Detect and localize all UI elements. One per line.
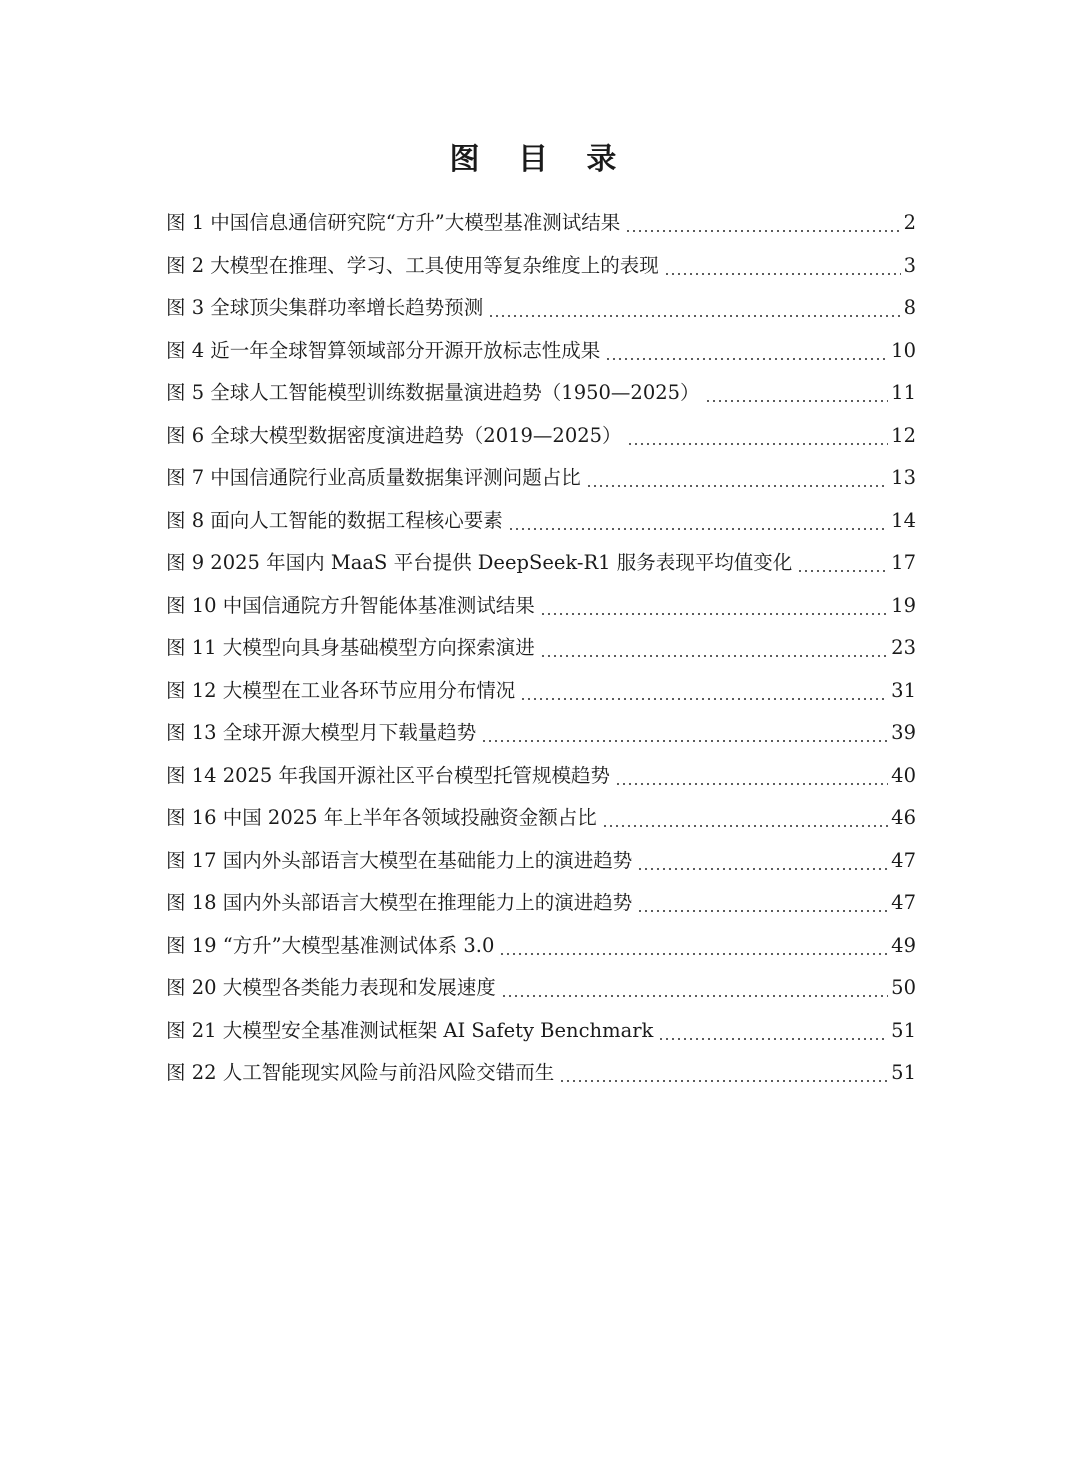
toc-entry-label: 图 22 人工智能现实风险与前沿风险交错而生 [166, 1061, 555, 1085]
toc-entry[interactable] [166, 457, 916, 500]
toc-entry[interactable] [166, 415, 916, 458]
toc-entry-label: 图 16 中国 2025 年上半年各领域投融资金额占比 [166, 806, 597, 830]
toc-entry[interactable] [166, 585, 916, 628]
toc-entry-page-number: 51 [891, 1061, 916, 1085]
toc-entry[interactable] [166, 670, 916, 713]
toc-entry-label: 图 17 国内外头部语言大模型在基础能力上的演进趋势 [166, 848, 633, 872]
toc-entry-label: 图 13 全球开源大模型月下载量趋势 [166, 721, 477, 745]
page-title: 图 目 录 [449, 142, 631, 177]
toc-entry-label: 图 5 全球人工智能模型训练数据量演进趋势（1950—2025） [166, 381, 700, 405]
toc-entry-page-number: 19 [891, 593, 916, 617]
dot-leader [540, 636, 888, 660]
toc-entry[interactable] [166, 287, 916, 330]
dot-leader [559, 1061, 888, 1085]
toc-entry[interactable] [166, 627, 916, 670]
dot-leader [627, 424, 889, 448]
toc-entry-page-number: 23 [891, 636, 916, 660]
dot-leader [499, 934, 888, 958]
toc-entry-label: 图 3 全球顶尖集群功率增长趋势预测 [166, 296, 484, 320]
toc-entry-page-number: 39 [891, 721, 916, 745]
dot-leader [586, 466, 888, 490]
toc-entry[interactable] [166, 202, 916, 245]
dot-leader [501, 976, 888, 1000]
toc-entry-page-number: 2 [903, 211, 916, 235]
toc-entry-label: 图 10 中国信通院方升智能体基准测试结果 [166, 593, 535, 617]
toc-entry-label: 图 11 大模型向具身基础模型方向探索演进 [166, 636, 535, 660]
dot-leader [637, 849, 888, 873]
toc-entry[interactable] [166, 925, 916, 968]
toc-entry-page-number: 46 [891, 806, 916, 830]
toc-entry-label: 图 12 大模型在工业各环节应用分布情况 [166, 678, 516, 702]
dot-leader [705, 381, 889, 405]
toc-entry-label: 图 7 中国信通院行业高质量数据集评测问题占比 [166, 466, 581, 490]
dot-leader [481, 721, 888, 745]
toc-entry-page-number: 51 [891, 1018, 916, 1042]
toc-entry-page-number: 47 [891, 848, 916, 872]
toc-entry[interactable] [166, 797, 916, 840]
dot-leader [625, 211, 900, 235]
toc-entry-label: 图 19 “方升”大模型基准测试体系 3.0 [166, 933, 495, 957]
toc-entry[interactable] [166, 1052, 916, 1095]
toc-entry-label: 图 18 国内外头部语言大模型在推理能力上的演进趋势 [166, 891, 633, 915]
dot-leader [664, 254, 901, 278]
toc-entry-page-number: 10 [891, 338, 916, 362]
toc-entry[interactable] [166, 500, 916, 543]
toc-list [166, 202, 916, 1095]
toc-entry-label: 图 21 大模型安全基准测试框架 AI Safety Benchmark [166, 1018, 654, 1042]
toc-entry[interactable] [166, 882, 916, 925]
toc-entry-page-number: 47 [891, 891, 916, 915]
dot-leader [602, 806, 888, 830]
dot-leader [488, 296, 900, 320]
toc-entry-page-number: 40 [891, 763, 916, 787]
dot-leader [540, 594, 888, 618]
toc-entry-page-number: 13 [891, 466, 916, 490]
toc-entry-page-number: 17 [891, 551, 916, 575]
toc-entry-label: 图 8 面向人工智能的数据工程核心要素 [166, 508, 503, 532]
toc-entry-label: 图 1 中国信息通信研究院“方升”大模型基准测试结果 [166, 211, 621, 235]
toc-entry-page-number: 12 [891, 423, 916, 447]
toc-entry-label: 图 2 大模型在推理、学习、工具使用等复杂维度上的表现 [166, 253, 659, 277]
toc-entry-page-number: 14 [891, 508, 916, 532]
toc-entry-label: 图 20 大模型各类能力表现和发展速度 [166, 976, 496, 1000]
dot-leader [797, 551, 888, 575]
toc-entry[interactable] [166, 712, 916, 755]
toc-entry[interactable] [166, 840, 916, 883]
dot-leader [508, 509, 888, 533]
toc-entry[interactable] [166, 245, 916, 288]
toc-entry[interactable] [166, 372, 916, 415]
toc-entry-label: 图 14 2025 年我国开源社区平台模型托管规模趋势 [166, 763, 611, 787]
dot-leader [520, 679, 888, 703]
dot-leader [615, 764, 888, 788]
toc-entry-label: 图 9 2025 年国内 MaaS 平台提供 DeepSeek-R1 服务表现平均值变化 [166, 551, 793, 575]
toc-entry[interactable] [166, 1010, 916, 1053]
toc-entry-label: 图 4 近一年全球智算领域部分开源开放标志性成果 [166, 338, 601, 362]
toc-entry-page-number: 11 [891, 381, 916, 405]
dot-leader [605, 339, 888, 363]
toc-entry-page-number: 31 [891, 678, 916, 702]
toc-entry[interactable] [166, 330, 916, 373]
toc-entry-page-number: 3 [903, 253, 916, 277]
toc-entry-page-number: 8 [903, 296, 916, 320]
toc-entry[interactable] [166, 542, 916, 585]
dot-leader [637, 891, 888, 915]
toc-entry[interactable] [166, 967, 916, 1010]
toc-entry-page-number: 50 [891, 976, 916, 1000]
toc-entry[interactable] [166, 755, 916, 798]
toc-entry-label: 图 6 全球大模型数据密度演进趋势（2019—2025） [166, 423, 622, 447]
dot-leader [658, 1019, 888, 1043]
toc-entry-page-number: 49 [891, 933, 916, 957]
